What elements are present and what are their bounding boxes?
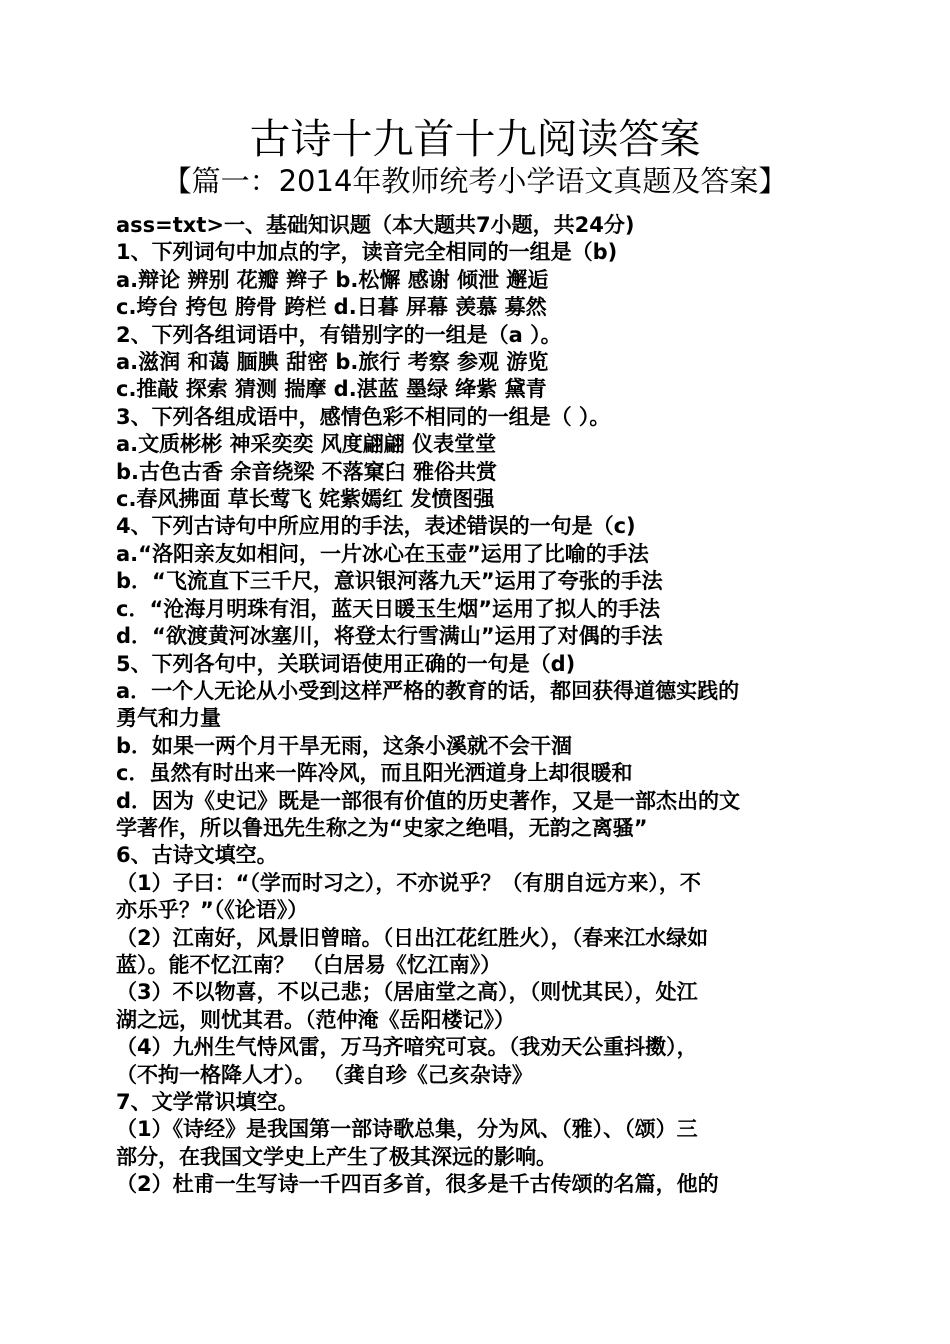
answer-line: （3）不以物喜，不以己悲；（居庙堂之高），（则忧其民），处江 [116, 980, 698, 1005]
answer-line-continued: 部分，在我国文学史上产生了极其深远的影响。 [116, 1144, 557, 1169]
option-line: c.垮台 挎包 胯骨 跨栏 d.日暮 屏幕 羡慕 募然 [116, 295, 547, 320]
answer-line-continued: 蓝）。能不忆江南？ （白居易《忆江南》） [116, 952, 502, 977]
option-line: a.滋润 和蔼 腼腆 甜密 b.旅行 考察 参观 游览 [116, 350, 549, 375]
question-1: 1、下列词句中加点的字，读音完全相同的一组是（b) [116, 240, 618, 265]
answer-line: （2）杜甫一生写诗一千四百多首，很多是千古传颂的名篇，他的 [116, 1172, 719, 1197]
question-2: 2、下列各组词语中，有错别字的一组是（a ）。 [116, 322, 562, 347]
question-7: 7、文学常识填空。 [116, 1090, 299, 1114]
option-line-continued: 学著作，所以鲁迅先生称之为“史家之绝唱，无韵之离骚” [116, 815, 648, 840]
answer-line: （1）子曰：“（学而时习之），不亦说乎？（有朋自远方来），不 [116, 870, 701, 895]
option-line: a.文质彬彬 神采奕奕 风度翩翩 仪表堂堂 [116, 432, 497, 457]
question-3: 3、下列各组成语中，感情色彩不相同的一组是（ ）。 [116, 404, 611, 429]
option-line: b．如果一两个月干旱无雨，这条小溪就不会干涸 [116, 733, 573, 758]
question-5: 5、下列各句中，关联词语使用正确的一句是（d) [116, 651, 576, 676]
option-line: b．“飞流直下三千尺，意识银河落九天”运用了夸张的手法 [116, 569, 663, 594]
question-4: 4、下列古诗句中所应用的手法，表述错误的一句是（c) [116, 514, 636, 539]
document-body [116, 212, 836, 1199]
option-line: b.古色古香 余音绕梁 不落窠臼 雅俗共赏 [116, 459, 497, 484]
option-line: a.辩论 辨别 花瓣 辫子 b.松懈 感谢 倾泄 邂逅 [116, 267, 549, 292]
option-line: c．“沧海月明珠有泪，蓝天日暖玉生烟”运用了拟人的手法 [116, 596, 661, 621]
text-line: ass=txt>一、基础知识题（本大题共7小题，共24分) [116, 213, 635, 237]
answer-line-continued: （不拘一格降人才）。 （龚自珍《己亥杂诗》 [116, 1062, 533, 1087]
page-title: 古诗十九首十九阅读答案 [249, 115, 701, 163]
option-line: a．一个人无论从小受到这样严格的教育的话，都回获得道德实践的 [116, 678, 740, 703]
question-6: 6、古诗文填空。 [116, 843, 278, 868]
answer-line: （4）九州生气恃风雷，万马齐喑究可哀。（我劝天公重抖擞）， [116, 1035, 698, 1060]
option-line: d．因为《史记》既是一部很有价值的历史著作，又是一部杰出的文 [116, 788, 741, 813]
option-line: d．“欲渡黄河冰塞川，将登太行雪满山”运用了对偶的手法 [116, 624, 663, 649]
option-line: a.“洛阳亲友如相问，一片冰心在玉壶”运用了比喻的手法 [116, 541, 649, 566]
page-subtitle: 【篇一：2014年教师统考小学语文真题及答案】 [162, 164, 788, 198]
option-line: c.春风拂面 草长莺飞 姹紫嫣红 发愤图强 [116, 487, 495, 512]
answer-line: （2）江南好，风景旧曾暗。（日出江花红胜火），（春来江水绿如 [116, 925, 709, 950]
option-line: c.推敲 探索 猜测 揣摩 d.湛蓝 墨绿 绛紫 黛青 [116, 377, 547, 402]
answer-line-continued: 湖之远，则忧其君。（范仲淹《岳阳楼记》） [116, 1007, 515, 1032]
option-line-continued: 勇气和力量 [116, 706, 221, 731]
option-line: c．虽然有时出来一阵冷风，而且阳光洒道身上却很暖和 [116, 761, 633, 786]
answer-line: （1）《诗经》是我国第一部诗歌总集，分为风、（雅）、（颂）三 [116, 1117, 698, 1142]
answer-line-continued: 亦乐乎？”（《论语》） [116, 898, 309, 923]
